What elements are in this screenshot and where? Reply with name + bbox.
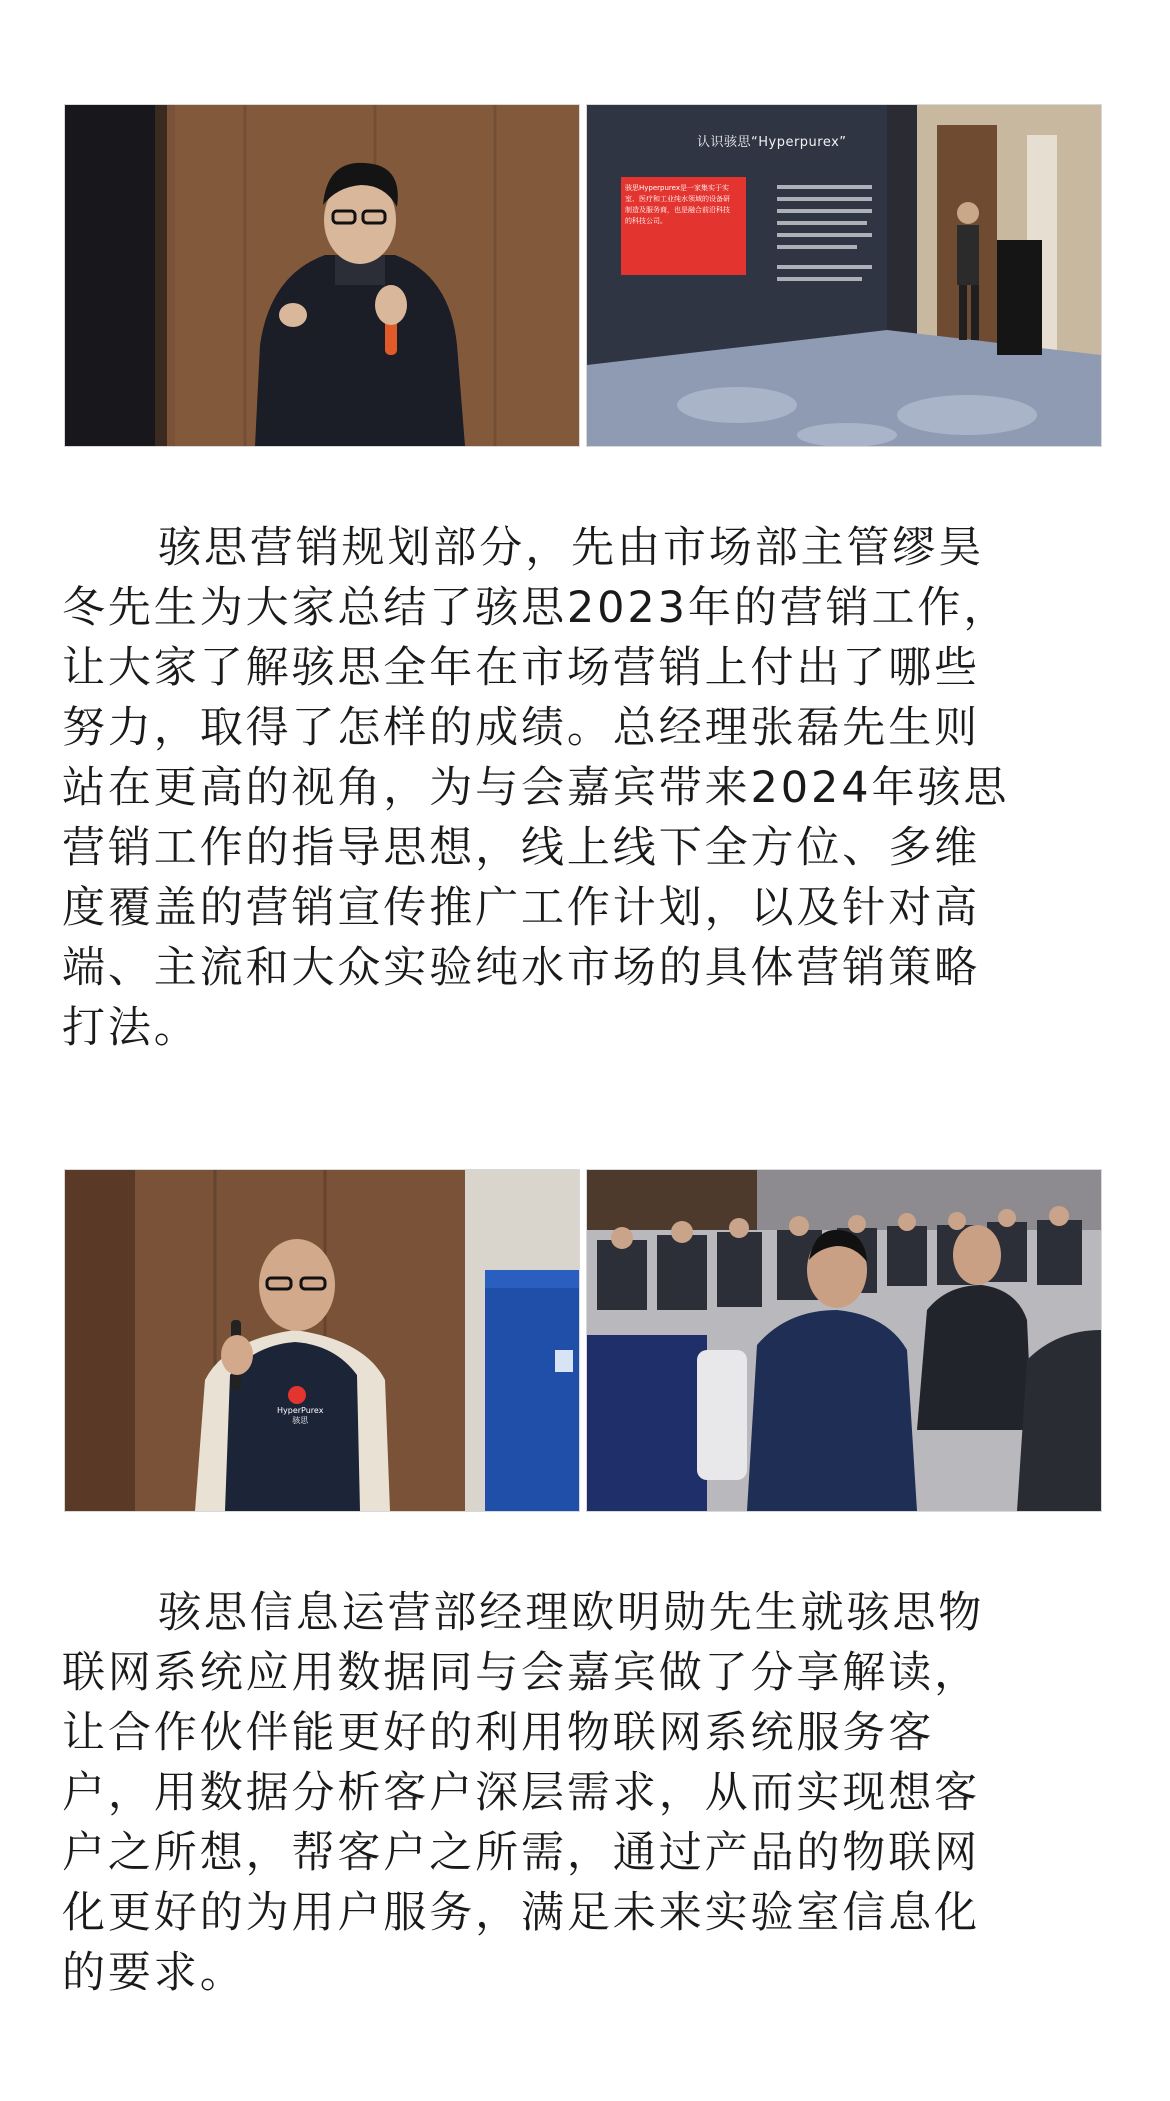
- photo-audience: [586, 1169, 1102, 1512]
- photo-presentation-slide: [586, 104, 1102, 447]
- photo-speaker-young: [64, 104, 580, 447]
- photo-speaker-vest: [64, 1169, 580, 1512]
- article-paragraph-iot: 骇思信息运营部经理欧明勋先生就骇思物 联网系统应用数据同与会嘉宾做了分享解读， 让合作伙伴能更好的利用物联网系统服务客 户，用数据分析客户深层需求，从而实现想客 户之所想，帮客户之所需，通过产品的物联网 化更好的为用户服务，满足未来实验室信息化 的要求。: [62, 1588, 985, 1998]
- slide-title: 认识骇思“Hyperpurex”: [697, 135, 847, 150]
- slide-red-box-text: 骇思Hyperpurex是一家集实于实 室、医疗和工业纯水领域的设备研 制造及服务商，也是融合前沿科技 的科技公司。: [625, 184, 730, 225]
- vest-logo-text: HyperPurex 骇思: [277, 1406, 324, 1425]
- article-paragraph-marketing: 骇思营销规划部分，先由市场部主管缪昊 冬先生为大家总结了骇思2023年的营销工作， 让大家了解骇思全年在市场营销上付出了哪些 努力，取得了怎样的成绩。总经理张磊先生则 站在更高的视角，为与会嘉宾带来2024年骇思 营销工作的指导思想，线上线下全方位、多维 度覆盖的营销宣传推广工作计划，以及针对高 端、主流和大众实验纯水市场的具体营销策略 打法。: [62, 523, 1010, 1053]
